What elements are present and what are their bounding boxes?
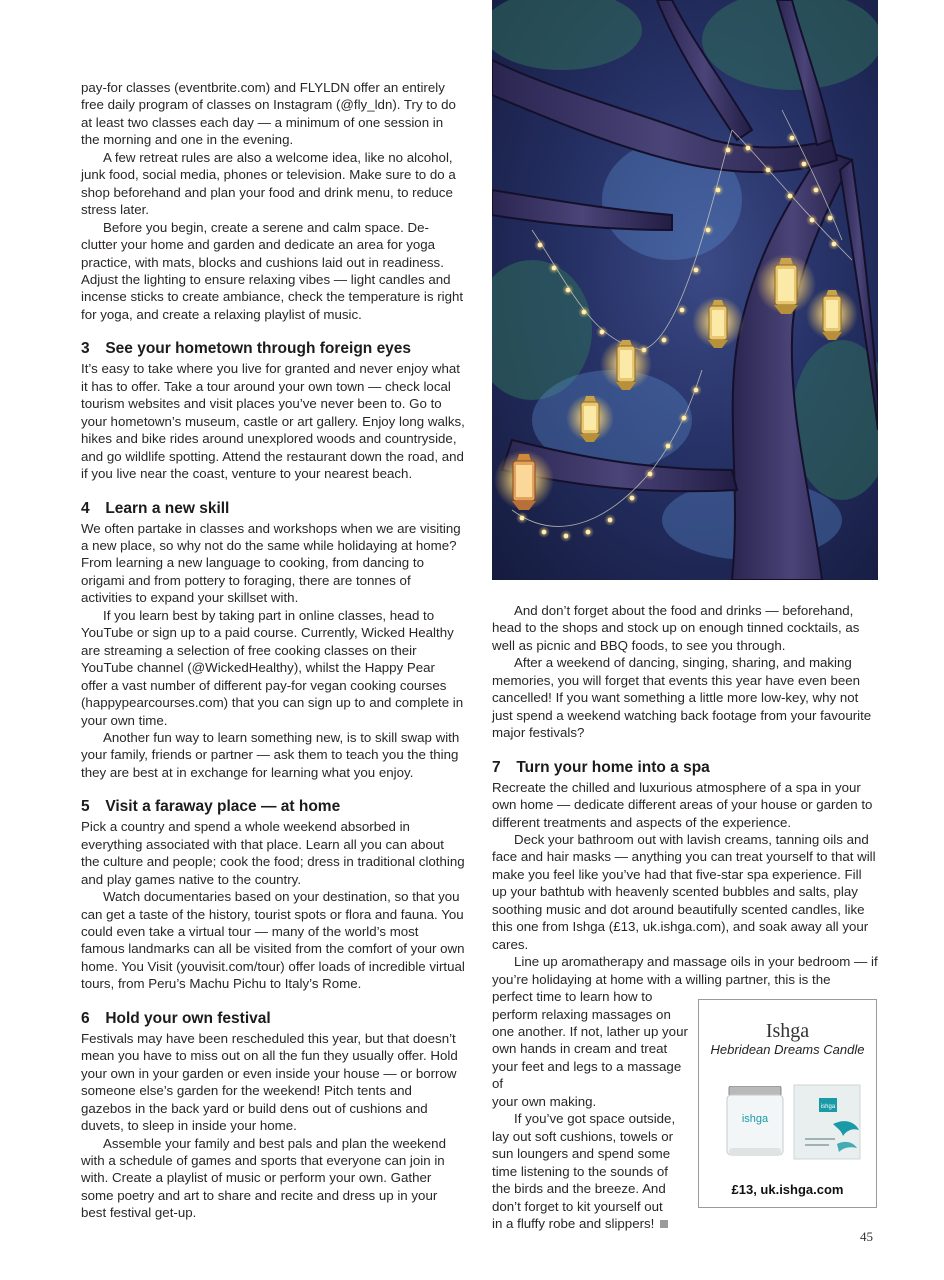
light-bulb-glow — [560, 530, 572, 542]
section-title: Hold your own festival — [105, 1009, 271, 1027]
tree-lanterns-illustration — [492, 0, 878, 580]
light-bulb-glow — [828, 238, 840, 250]
light-bulb-glow — [562, 284, 574, 296]
section-number: 4 — [81, 499, 90, 517]
text-line: perform relaxing massages on — [492, 1006, 671, 1022]
text-line: one another. If not, lather up your — [492, 1023, 688, 1039]
section-heading-4 — [81, 499, 465, 518]
paragraph: Festivals may have been rescheduled this year, but that doesn’t mean you have to miss out on all the fun they usually offer. Hold your own in your garden or even inside your house — or borrow someone else’s garden for the weekend! Pitch tents and gazebos in the back yard or build dens out of cushions and duvets, to sleep in inside your home. — [81, 1030, 458, 1134]
light-bulb-glow — [806, 214, 818, 226]
text-line: in a fluffy robe and slippers! — [492, 1215, 655, 1231]
text-line: your own making. — [492, 1093, 597, 1109]
light-bulb-glow — [578, 306, 590, 318]
carton-label: ishga — [820, 1104, 836, 1110]
light-bulb-glow — [548, 262, 560, 274]
section-heading-7 — [492, 758, 878, 777]
text-line: don’t forget to kit yourself out — [492, 1198, 663, 1214]
tree-lanterns-photo — [492, 0, 878, 580]
section-heading-5 — [81, 797, 465, 816]
section-number: 7 — [492, 758, 501, 776]
product-box — [698, 999, 877, 1208]
light-bulb-glow — [658, 334, 670, 346]
paragraph: A few retreat rules are also a welcome idea, like no alcohol, junk food, social media, phones or television. Make sure to do a shop beforehand and plan your food and drink menu, to reduce stress later. — [81, 149, 456, 218]
paragraph: It’s easy to take where you live for granted and never enjoy what it has to offer. Take a tour around your own town — check local tourism websites and visit places you’ve never been to. Go to your hometown’s museum, castle or art gallery. Enjoy long walks, hikes and bike rides around unexplored woods and countryside, and go wildlife spotting. Attend the restaurant down the road, and if you live near the coast, venture to your nearest beach. — [81, 361, 465, 482]
section-title: Visit a faraway place — at home — [105, 798, 341, 816]
paragraph: pay-for classes (eventbrite.com) and FLYLDN offer an entirely free daily program of classes on Instagram (@fly_ldn). Try to do at least two classes each day — a minimum of one session in the morning and one in the evening. — [81, 80, 456, 148]
section-title: Turn your home into a spa — [516, 758, 710, 776]
light-bulb-glow — [824, 212, 836, 224]
light-bulb-glow — [582, 526, 594, 538]
section-title: Learn a new skill — [105, 499, 230, 517]
left-column — [81, 79, 465, 1222]
text-line: sun loungers and spend some — [492, 1146, 671, 1162]
light-bulb-glow — [702, 224, 714, 236]
paragraph: Assemble your family and best pals and plan the weekend with a schedule of games and sports that everyone can join in with. Create a playlist of music or perform your own. Gather some poetry and art to share and recite and dress up in your best festival get-up. — [81, 1135, 446, 1221]
light-bulb-glow — [534, 239, 546, 251]
light-bulb-glow — [786, 132, 798, 144]
light-bulb-glow — [784, 190, 796, 202]
text-line: perfect time to learn how to — [492, 989, 653, 1005]
paragraph: Deck your bathroom out with lavish creams, tanning oils and face and hair masks — anything you can treat yourself to that will make you feel like you’ve had that five-star spa experience. Fill up your bathtub with heavenly scented bubbles and salts, play soothing music and dot around beautifully scented candles, like this one from Ishga (£13, uk.ishga.com), and soak away all your cares. — [492, 831, 876, 952]
light-bulb-glow — [762, 164, 774, 176]
product-price: £13, uk.ishga.com — [731, 1182, 844, 1197]
text-line: your feet and legs to a massage of — [492, 1058, 682, 1092]
light-bulb-glow — [690, 264, 702, 276]
light-bulb-glow — [690, 384, 702, 396]
light-bulb-glow — [604, 514, 616, 526]
light-bulb-glow — [712, 184, 724, 196]
light-bulb-glow — [596, 326, 608, 338]
light-bulb-glow — [678, 412, 690, 424]
section-number: 3 — [81, 340, 90, 358]
jar-label: ishga — [741, 1113, 769, 1125]
text-line: If you’ve got space outside, — [514, 1111, 676, 1127]
text-line: own hands in cream and treat — [492, 1041, 668, 1057]
section-number: 6 — [81, 1009, 90, 1027]
light-bulb-glow — [742, 142, 754, 154]
section-number: 5 — [81, 798, 90, 816]
light-bulb-glow — [676, 304, 688, 316]
text-line: the birds and the breeze. And — [492, 1181, 666, 1197]
light-bulb-glow — [644, 468, 656, 480]
section-heading-3 — [81, 339, 465, 358]
paragraph: Pick a country and spend a whole weekend absorbed in everything associated with that place. Learn all you can about the culture and people; cook the food; dress in traditional clothing and play games native to the country. — [81, 819, 465, 887]
candle-jar-image — [725, 1086, 785, 1158]
page-number: 45 — [860, 1229, 873, 1244]
paragraph: And don’t forget about the food and drinks — beforehand, head to the shops and stock up on enough tinned cocktails, as well as picnic and BBQ foods, to see you through. — [492, 603, 860, 653]
end-mark-icon — [660, 1220, 668, 1228]
text-line: lay out soft cushions, towels or — [492, 1128, 674, 1144]
paragraph: After a weekend of dancing, singing, sharing, and making memories, you will forget that events this year have even been cancelled! If you want something a little more low-key, why not just spend a weekend watching back footage from your favourite major festivals? — [492, 655, 872, 741]
candle-box-image — [793, 1084, 861, 1160]
paragraph: Another fun way to learn something new, is to skill swap with your family, friends or partner — ask them to teach you the thing they are best at in exchange for learning what you enjoy. — [81, 729, 460, 780]
light-bulb-glow — [626, 492, 638, 504]
text-line: time listening to the sounds of — [492, 1163, 668, 1179]
light-bulb-glow — [798, 158, 810, 170]
product-brand: Ishga — [765, 1020, 810, 1042]
paragraph: Before you begin, create a serene and calm space. De-clutter your home and garden and dedicate an area for yoga practice, with mats, blocks and cushions laid out in readiness. Adjust the lighting to ensure relaxing vibes — light candles and incense sticks to create ambiance, check the temperature is right for yoga, and create a relaxing playlist of music. — [81, 219, 464, 322]
section-title: See your hometown through foreign eyes — [105, 340, 412, 358]
light-bulb-glow — [538, 526, 550, 538]
paragraph: Watch documentaries based on your destination, so that you can get a taste of the history, tourist spots or flora and fauna. You could even take a virtual tour — many of the world’s most famous landmarks can all be visited from the comfort of your own home. You Visit (youvisit.com/tour) offer loads of incredible virtual tours, from Peru’s Machu Pichu to Italy’s Rome. — [81, 889, 465, 992]
paragraph: Recreate the chilled and luxurious atmosphere of a spa in your own home — dedicate different areas of your house or garden to different treatments and aspects of the experience. — [492, 779, 873, 830]
paragraph: We often partake in classes and workshops when we are visiting a new place, so why not do the same while holidaying at home? From learning a new language to cooking, from dancing to origami and from pottery to foraging, there are tonnes of activities to expand your skillset with. — [81, 520, 461, 606]
paragraph: If you learn best by taking part in online classes, head to YouTube or sign up to a paid course. Currently, Wicked Healthy are streaming a selection of free cooking classes on their YouTube channel (@WickedHealthy), whilst the Happy Pear offer a vast number of different pay-for vegan cooking courses (happypearcourses.com) that you can sign up to and complete in your own time. — [81, 607, 464, 728]
section-heading-6 — [81, 1009, 465, 1028]
light-bulb-glow — [516, 512, 528, 524]
light-bulb-glow — [722, 144, 734, 156]
light-bulb-glow — [662, 440, 674, 452]
light-bulb-glow — [810, 184, 822, 196]
paragraph: Line up aromatherapy and massage oils in your bedroom — if you’re holidaying at home with a willing partner, this is the — [492, 954, 878, 987]
product-name: Hebridean Dreams Candle — [710, 1042, 865, 1057]
